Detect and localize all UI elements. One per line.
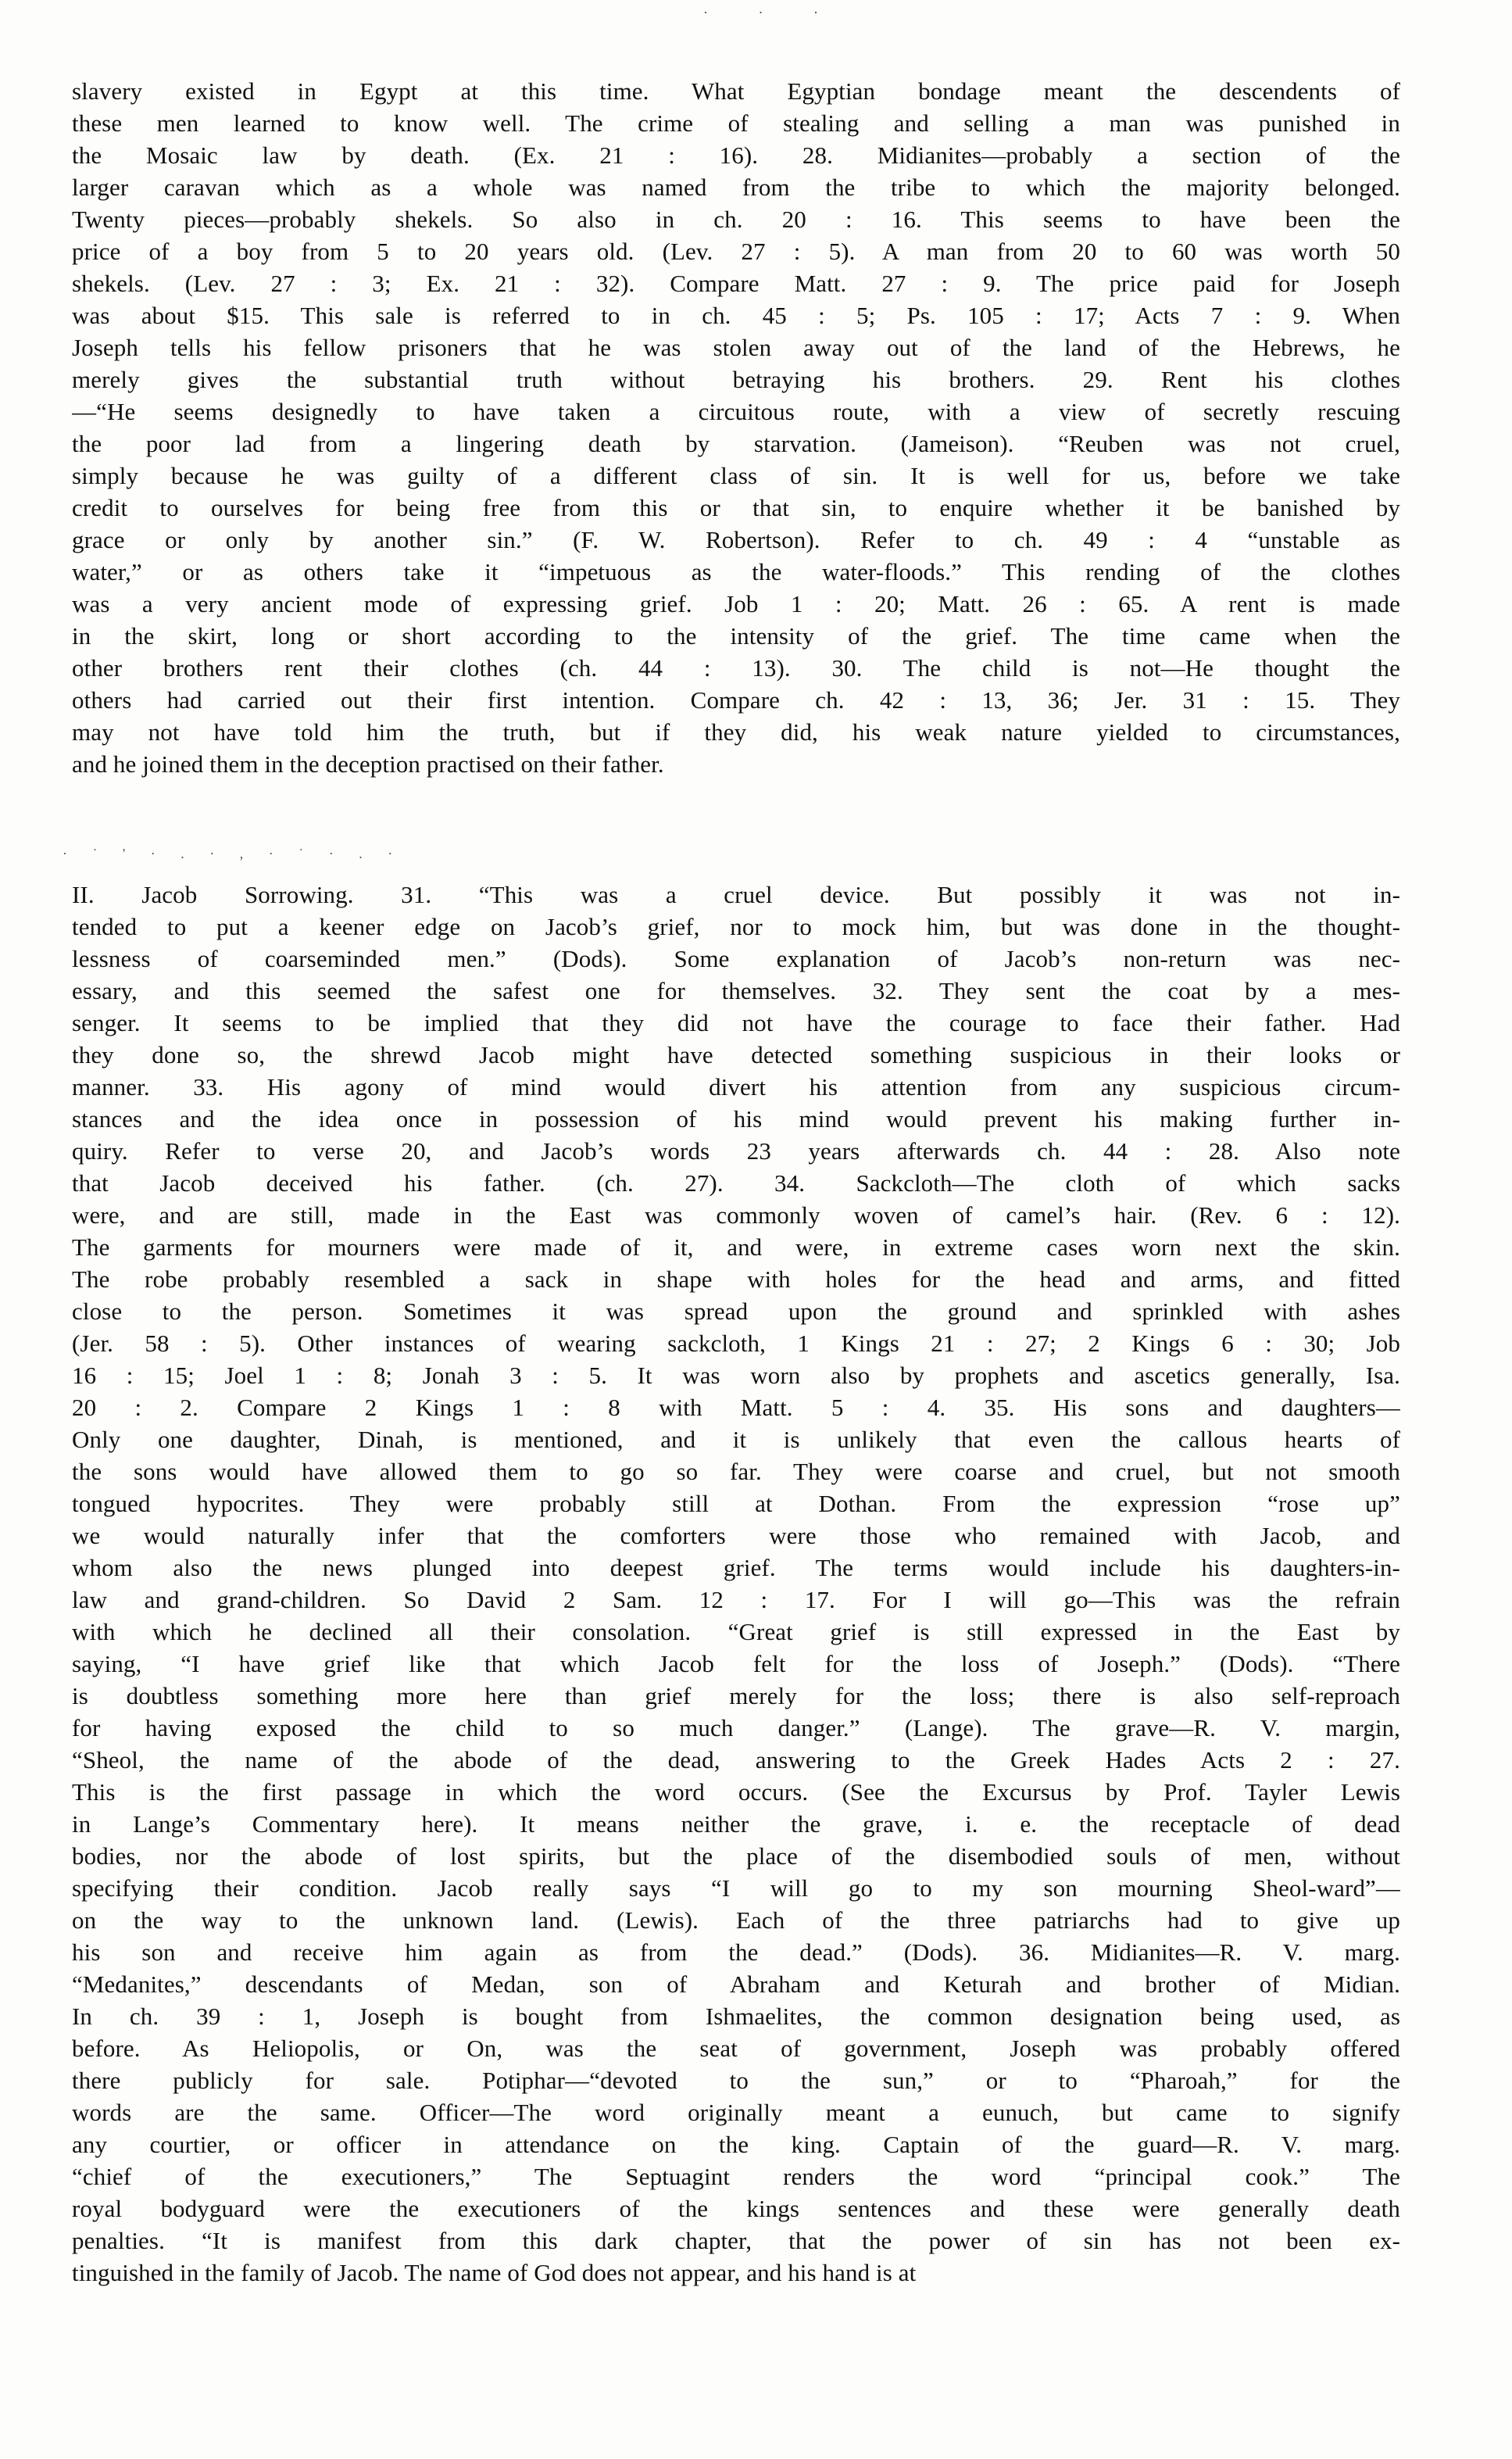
text-line: manner. 33. His agony of mind would divert his attention from any suspicious circum- <box>72 1073 1400 1101</box>
text-line: 20 : 2. Compare 2 Kings 1 : 8 with Matt. 5 : 4. 35. His sons and daughters— <box>72 1394 1400 1421</box>
text-line: is doubtless something more here than grief merely for the loss; there is also self-reproach <box>72 1682 1400 1709</box>
text-line: quiry. Refer to verse 20, and Jacob’s words 23 years afterwards ch. 44 : 28. Also note <box>72 1137 1400 1165</box>
text-line: words are the same. Officer—The word originally meant a eunuch, but came to signify <box>72 2099 1400 2126</box>
text-line: price of a boy from 5 to 20 years old. (Lev. 27 : 5). A man from 20 to 60 was worth 50 <box>72 238 1400 265</box>
text-line: were, and are still, made in the East was commonly woven of camel’s hair. (Rev. 6 : 12). <box>72 1201 1400 1229</box>
text-line: senger. It seems to be implied that they did not have the courage to face their father. Had <box>72 1009 1400 1036</box>
text-line: tongued hypocrites. They were probably still at Dothan. From the expression “rose up” <box>72 1490 1400 1517</box>
text-line: stances and the idea once in possession of his mind would prevent his making further in- <box>72 1105 1400 1133</box>
text-line: lessness of coarseminded men.” (Dods). Some explanation of Jacob’s non-return was nec- <box>72 945 1400 972</box>
text-line: close to the person. Sometimes it was spread upon the ground and sprinkled with ashes <box>72 1298 1400 1325</box>
text-line: they done so, the shrewd Jacob might have detected something suspicious in their looks or <box>72 1041 1400 1068</box>
text-line: slavery existed in Egypt at this time. What Egyptian bondage meant the descendents of <box>72 77 1400 105</box>
section-1-text-block <box>72 75 1400 780</box>
text-line: II. Jacob Sorrowing. 31. “This was a cruel device. But possibly it was not in- <box>72 881 1400 908</box>
text-line: law and grand-children. So David 2 Sam. 12 : 17. For I will go—This was the refrain <box>72 1586 1400 1613</box>
text-line: whom also the news plunged into deepest grief. The terms would include his daughters-in- <box>72 1554 1400 1581</box>
text-line: was about $15. This sale is referred to in ch. 45 : 5; Ps. 105 : 17; Acts 7 : 9. When <box>72 302 1400 329</box>
text-line: “Sheol, the name of the abode of the dead, answering to the Greek Hades Acts 2 : 27. <box>72 1746 1400 1774</box>
text-line: simply because he was guilty of a different class of sin. It is well for us, before we take <box>72 462 1400 489</box>
text-line: shekels. (Lev. 27 : 3; Ex. 21 : 32). Compare Matt. 27 : 9. The price paid for Joseph <box>72 270 1400 297</box>
text-line: that Jacob deceived his father. (ch. 27). 34. Sackcloth—The cloth of which sacks <box>72 1169 1400 1197</box>
text-line: (Jer. 58 : 5). Other instances of wearing sackcloth, 1 Kings 21 : 27; 2 Kings 6 : 30; Job <box>72 1330 1400 1357</box>
text-line: for having exposed the child to so much danger.” (Lange). The grave—R. V. margin, <box>72 1714 1400 1741</box>
text-line: “Medanites,” descendants of Medan, son of Abraham and Keturah and brother of Midian. <box>72 1970 1400 1998</box>
text-line: any courtier, or officer in attendance on the king. Captain of the guard—R. V. marg. <box>72 2131 1400 2158</box>
text-line: on the way to the unknown land. (Lewis). Each of the three patriarchs had to give up <box>72 1906 1400 1934</box>
text-line: in Lange’s Commentary here). It means neither the grave, i. e. the receptacle of dead <box>72 1810 1400 1838</box>
text-line: water,” or as others take it “impetuous as the water-floods.” This rending of the clothes <box>72 558 1400 585</box>
text-line: larger caravan which as a whole was named from the tribe to which the majority belonged. <box>72 174 1400 201</box>
text-line: other brothers rent their clothes (ch. 44 : 13). 30. The child is not—He thought the <box>72 654 1400 682</box>
text-line: Twenty pieces—probably shekels. So also in ch. 20 : 16. This seems to have been the <box>72 206 1400 233</box>
print-speck-marks: · · · <box>703 5 842 20</box>
text-line: merely gives the substantial truth without betraying his brothers. 29. Rent his clothes <box>72 366 1400 393</box>
text-line: before. As Heliopolis, or On, was the seat of government, Joseph was probably offered <box>72 2035 1400 2062</box>
section-2-text-block <box>72 879 1400 2289</box>
text-line: “chief of the executioners,” The Septuagint renders the word “principal cook.” The <box>72 2163 1400 2190</box>
text-line: tinguished in the family of Jacob. The name of God does not appear, and his hand is at <box>72 2259 917 2286</box>
text-line: and he joined them in the deception practised on their father. <box>72 750 664 778</box>
text-line: tended to put a keener edge on Jacob’s grief, nor to mock him, but was done in the thought- <box>72 913 1400 940</box>
text-line: royal bodyguard were the executioners of the kings sentences and these were generally death <box>72 2195 1400 2222</box>
text-line: 16 : 15; Joel 1 : 8; Jonah 3 : 5. It was worn also by prophets and ascetics generally, Isa. <box>72 1362 1400 1389</box>
text-line: —“He seems designedly to have taken a circuitous route, with a view of secretly rescuing <box>72 398 1400 425</box>
text-line: the poor lad from a lingering death by starvation. (Jameison). “Reuben was not cruel, <box>72 430 1400 457</box>
text-line: bodies, nor the abode of lost spirits, but the place of the disembodied souls of men, without <box>72 1842 1400 1870</box>
text-line: saying, “I have grief like that which Jacob felt for the loss of Joseph.” (Dods). “There <box>72 1650 1400 1677</box>
text-line: Joseph tells his fellow prisoners that he was stolen away out of the land of the Hebrews, he <box>72 334 1400 361</box>
text-line: Only one daughter, Dinah, is mentioned, and it is unlikely that even the callous hearts of <box>72 1426 1400 1453</box>
text-line: there publicly for sale. Potiphar—“devoted to the sun,” or to “Pharoah,” for the <box>72 2067 1400 2094</box>
section-divider-specks: · ˙ ' · . · , · ˙ · . · <box>63 846 404 861</box>
text-line: grace or only by another sin.” (F. W. Robertson). Refer to ch. 49 : 4 “unstable as <box>72 526 1400 553</box>
text-line: the Mosaic law by death. (Ex. 21 : 16). 28. Midianites—probably a section of the <box>72 141 1400 169</box>
text-line: essary, and this seemed the safest one for themselves. 32. They sent the coat by a mes- <box>72 977 1400 1004</box>
text-line: specifying their condition. Jacob really says “I will go to my son mourning Sheol-ward”— <box>72 1874 1400 1902</box>
text-line: these men learned to know well. The crime of stealing and selling a man was punished in <box>72 109 1400 137</box>
text-line: was a very ancient mode of expressing grief. Job 1 : 20; Matt. 26 : 65. A rent is made <box>72 590 1400 617</box>
text-line: in the skirt, long or short according to the intensity of the grief. The time came when the <box>72 622 1400 650</box>
text-line: with which he declined all their consolation. “Great grief is still expressed in the East by <box>72 1618 1400 1645</box>
text-line: his son and receive him again as from the dead.” (Dods). 36. Midianites—R. V. marg. <box>72 1938 1400 1966</box>
text-line: the sons would have allowed them to go so far. They were coarse and cruel, but not smooth <box>72 1458 1400 1485</box>
text-line: we would naturally infer that the comforters were those who remained with Jacob, and <box>72 1522 1400 1549</box>
text-line: others had carried out their first intention. Compare ch. 42 : 13, 36; Jer. 31 : 15. They <box>72 686 1400 714</box>
text-line: The robe probably resembled a sack in shape with holes for the head and arms, and fitted <box>72 1265 1400 1293</box>
text-line: penalties. “It is manifest from this dark chapter, that the power of sin has not been ex- <box>72 2227 1400 2254</box>
text-line: In ch. 39 : 1, Joseph is bought from Ishmaelites, the common designation being used, as <box>72 2003 1400 2030</box>
text-line: The garments for mourners were made of it, and were, in extreme cases worn next the skin. <box>72 1233 1400 1261</box>
text-line: may not have told him the truth, but if they did, his weak nature yielded to circumstances, <box>72 718 1400 746</box>
text-line: credit to ourselves for being free from this or that sin, to enquire whether it be banished by <box>72 494 1400 521</box>
text-line: This is the first passage in which the word occurs. (See the Excursus by Prof. Tayler Lewis <box>72 1778 1400 1806</box>
